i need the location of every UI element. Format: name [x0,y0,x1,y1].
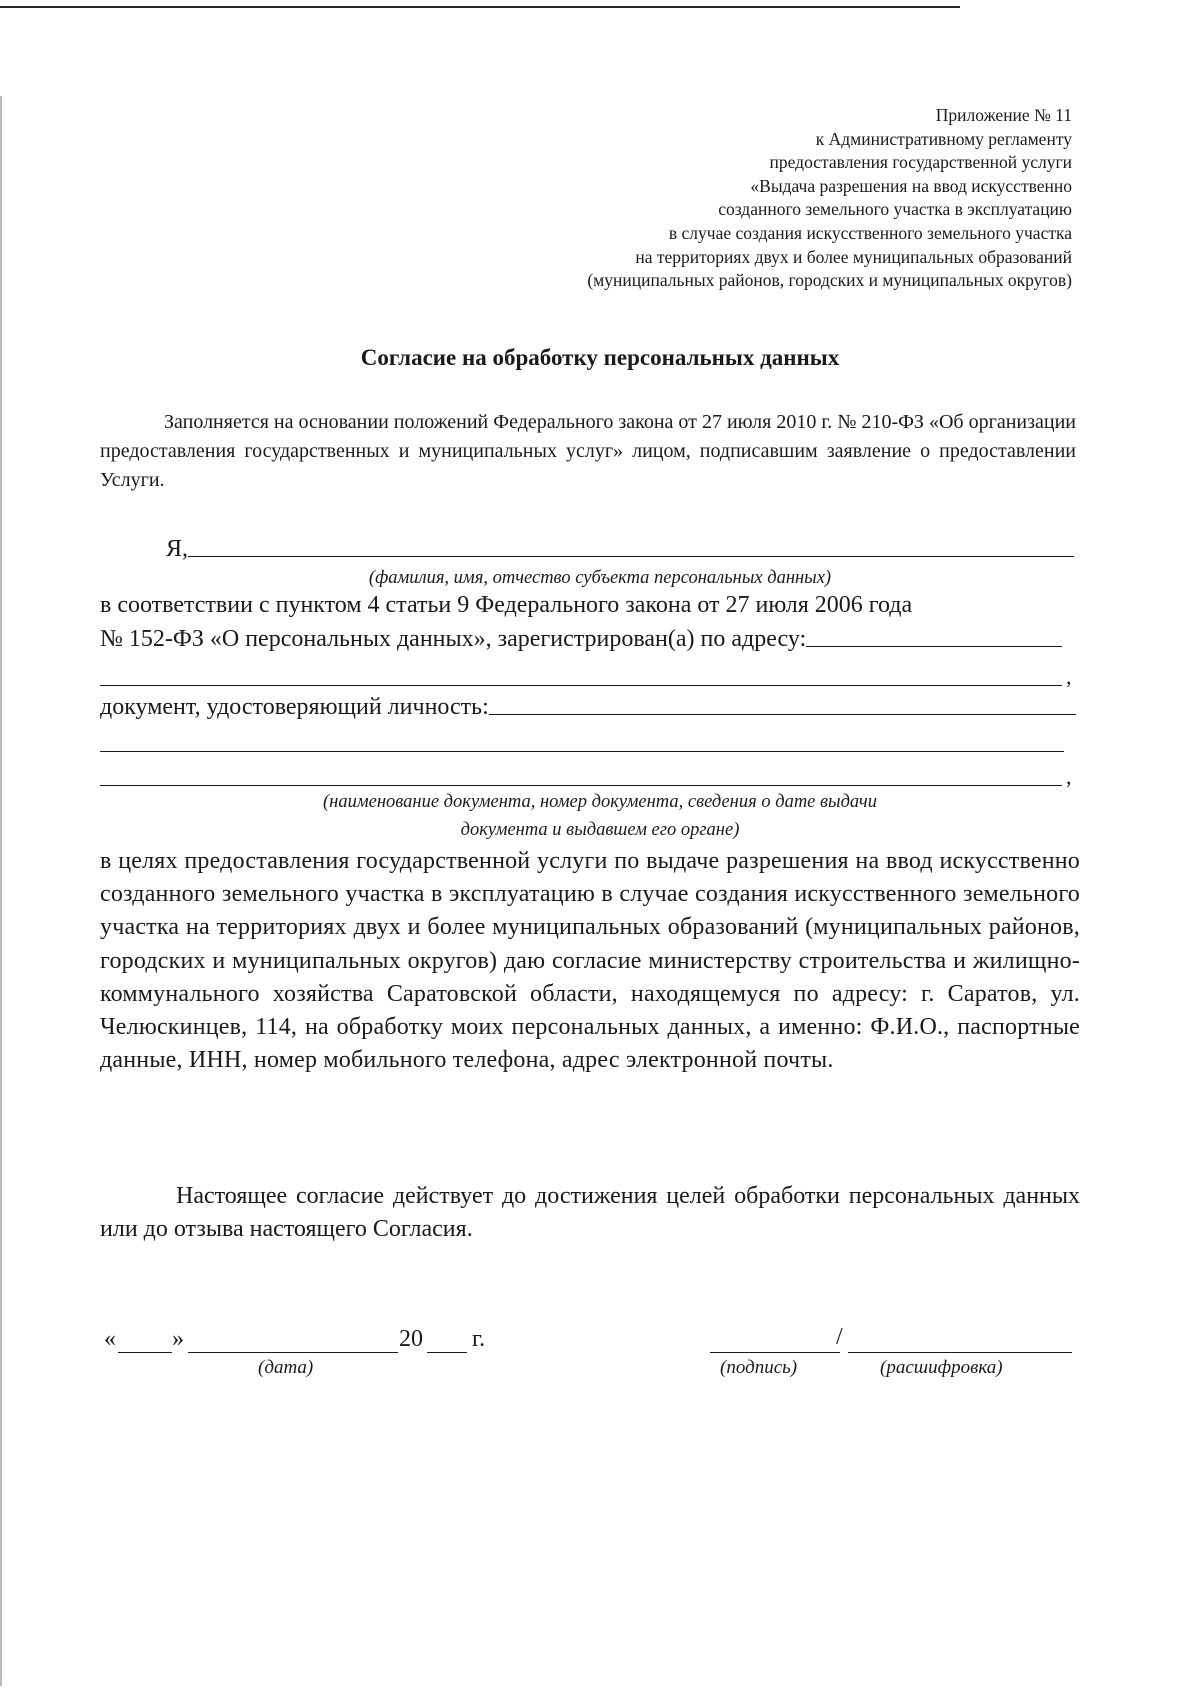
appendix-line: к Административному регламенту [815,128,1072,149]
doc-label: документ, удостоверяющий личность: [100,694,489,720]
year-input-line[interactable] [427,1352,467,1353]
scan-edge-left [0,96,2,1686]
purpose-paragraph: в целях предоставления государственной услуги по выдаче разрешения на ввод искусственно созданного земельного участка в эксплуатацию в случае создания искусственного земельного участка на территориях двух и более муниципальных образований (муниципальных районов, городских и муниципальных округов) даю согласие министерству строительства и жилищно-коммунального хозяйства Саратовской области, находящемуся по адресу: г. Саратов, ул. Челюскинцев, 114, на обработку моих персональных данных, а именно: Ф.И.О., паспортные данные, ИНН, номер мобильного телефона, адрес электронной почты. [100,848,1080,1074]
quote-open: « [104,1326,116,1352]
decode-hint: (расшифровка) [880,1357,1003,1378]
fio-row [166,536,1074,563]
appendix-line: в случае создания искусственного земельного участка [668,222,1072,243]
sign-hint: (подпись) [720,1357,798,1378]
month-input-line[interactable] [188,1352,398,1353]
date-hint: (дата) [258,1357,314,1378]
comma-2: , [1066,764,1072,789]
day-input-line[interactable] [118,1352,172,1353]
appendix-line: Приложение № 11 [935,105,1072,125]
appendix-line: (муниципальных районов, городских и муниципальных округов) [587,270,1072,291]
document-row [100,694,1076,721]
quote-close: » [172,1326,184,1352]
doc-hint-1: (наименование документа, номер документа, сведения о дате выдачи [322,792,878,812]
law-text-1: в соответствии с пунктом 4 статьи 9 Федерального закона от 27 июля 2006 года [100,592,913,618]
document-title: Согласие на обработку персональных данных [360,345,840,370]
scan-edge-top-fragment [912,6,944,8]
law-line-1 [100,592,1080,619]
document-input-line[interactable] [489,714,1076,715]
slash: / [836,1324,843,1350]
appendix-line: на территориях двух и более муниципальных образований [635,246,1072,267]
doc-hint-2: документа и выдавшем его органе) [460,820,740,840]
law-text-2: № 152-ФЗ «О персональных данных», зарегистрирован(а) по адресу: [100,626,807,652]
appendix-header [587,104,1072,293]
signature-input-line[interactable] [710,1352,840,1353]
validity-paragraph: Настоящее согласие действует до достижения целей обработки персональных данных или до отзыва настоящего Согласия. [100,1183,1080,1242]
fio-hint: (фамилия, имя, отчество субъекта персональных данных) [368,568,832,588]
decode-input-line[interactable] [848,1352,1072,1353]
document-input-line-3[interactable] [100,785,1062,786]
appendix-line: «Выдача разрешения на ввод искусственно [750,175,1072,196]
address-row [100,626,1062,653]
intro-paragraph: Заполняется на основании положений Федерального закона от 27 июля 2010 г. № 210-ФЗ «Об организации предоставления государственных и муниципальных услуг» лицом, подписавшим заявление о предоставлении Услуги. [100,411,1076,491]
comma-1: , [1066,664,1072,689]
fio-input-line[interactable] [188,556,1074,557]
i-prefix: Я, [166,536,189,562]
year-suffix: г. [472,1326,486,1352]
appendix-line: созданного земельного участка в эксплуатацию [718,199,1072,220]
address-input-line-2[interactable] [100,685,1062,686]
year-prefix: 20 [399,1326,423,1352]
appendix-line: предоставления государственной услуги [769,152,1072,173]
scan-edge-top [0,6,960,8]
document-input-line-2[interactable] [100,751,1064,752]
address-input-line[interactable] [806,646,1062,647]
